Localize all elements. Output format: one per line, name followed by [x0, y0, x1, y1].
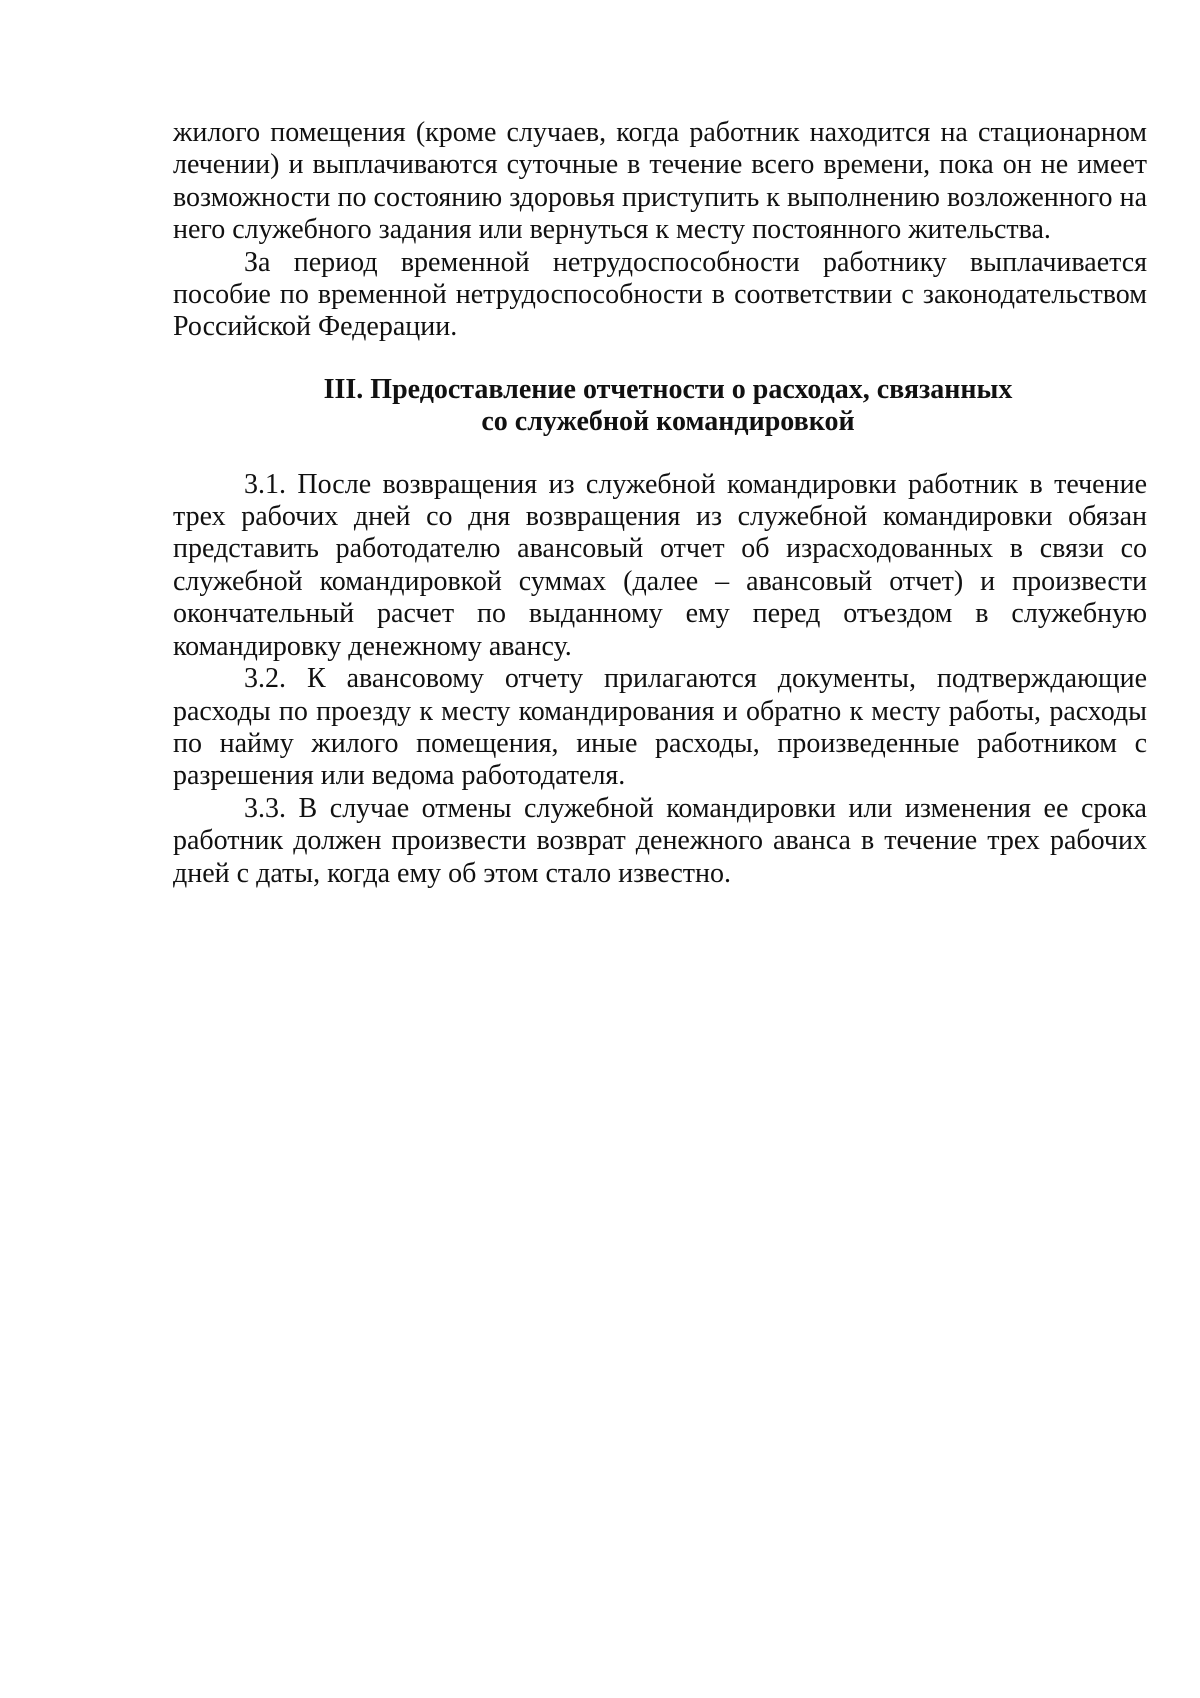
continuation-paragraph: жилого помещения (кроме случаев, когда работник находится на стационарном лечении) и выплачиваются суточные в течение всего времени, пока он не имеет возможности по состоянию здоровья приступить к выполнению возложенного на него служебного задания или вернуться к месту постоянного жительства.	[173, 117, 1147, 246]
disability-paragraph: За период временной нетрудоспособности работнику выплачивается пособие по временной нетрудоспособности в соответствии с законодательством Российской Федерации.	[173, 246, 1147, 343]
clause-3-3: 3.3. В случае отмены служебной командировки или изменения ее срока работник должен произвести возврат денежного аванса в течение трех рабочих дней с даты, когда ему об этом стало известно.	[173, 792, 1147, 889]
clause-3-1: 3.1. После возвращения из служебной командировки работник в течение трех рабочих дней со дня возвращения из служебной командировки обязан представить работодателю авансовый отчет об израсходованных в связи со служебной командировкой суммах (далее – авансовый отчет) и произвести окончательный расчет по выданному ему перед отъездом в служебную командировку денежному авансу.	[173, 468, 1147, 662]
section-heading	[173, 374, 1147, 439]
document-body	[173, 117, 1147, 890]
section-heading-line-2: со служебной командировкой	[481, 406, 855, 438]
section-heading-line-1: III. Предоставление отчетности о расходах, связанных	[323, 373, 1013, 405]
clause-3-2: 3.2. К авансовому отчету прилагаются документы, подтверждающие расходы по проезду к месту командирования и обратно к месту работы, расходы по найму жилого помещения, иные расходы, произведенные работником с разрешения или ведома работодателя.	[173, 663, 1147, 792]
